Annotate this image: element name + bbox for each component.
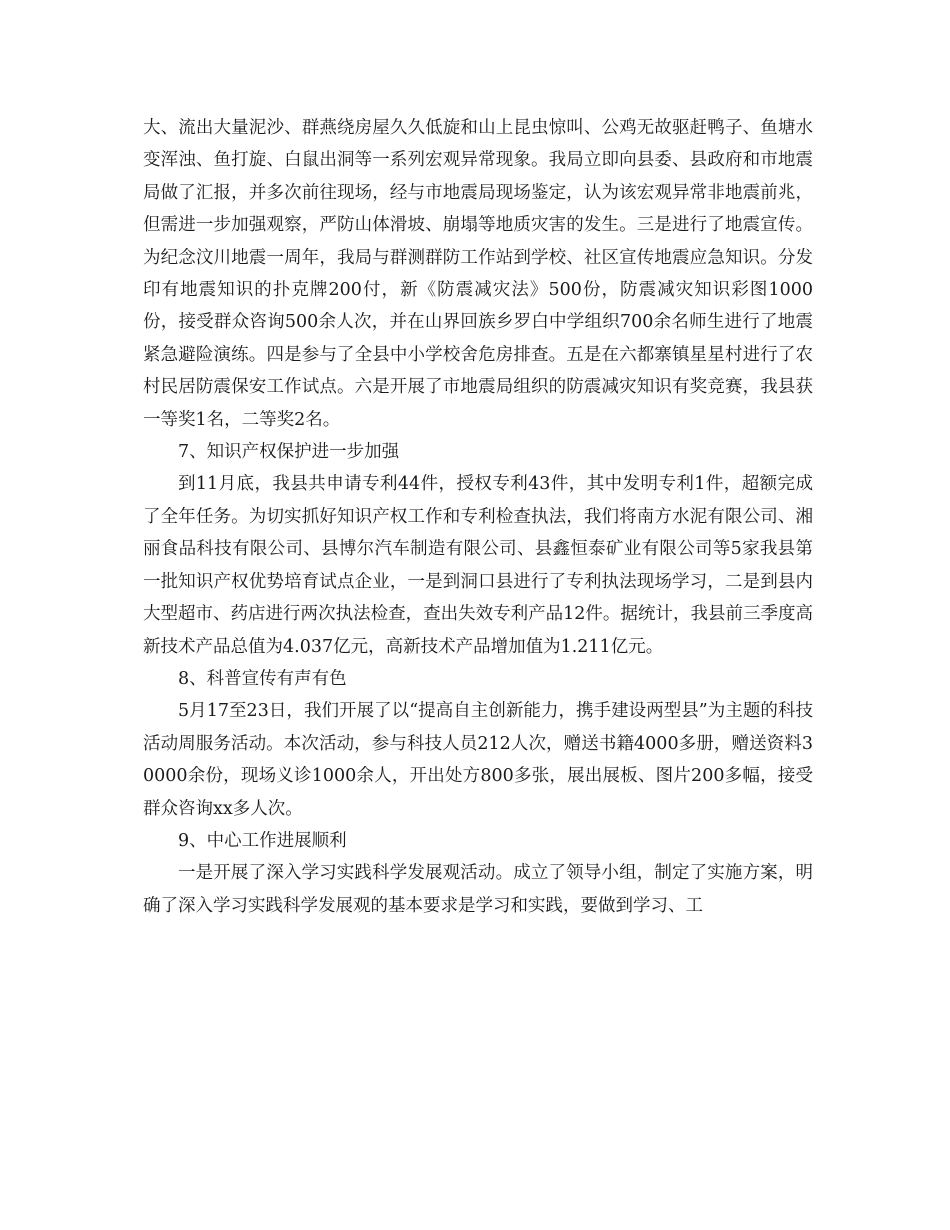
section-heading-central-work: 9、中心工作进展顺利 (178, 830, 347, 851)
section-heading-ip-protection: 7、知识产权保护进一步加强 (178, 442, 400, 463)
paragraph-science-promotion: 5月17至23日，我们开展了以“提高自主创新能力，携手建设两型县”为主题的科技活动周服务活动。本次活动，参与科技人员212人次，赠送书籍4000多册，赠送资料30000余份，现场义诊1000余人，开出处方800多张，展出展板、图片200多幅，接受群众咨询xx多人次。 (143, 701, 813, 819)
paragraph-central-work: 一是开展了深入学习实践科学发展观活动。成立了领导小组，制定了实施方案，明确了深入学习实践科学发展观的基本要求是学习和实践，要做到学习、工 (143, 863, 813, 916)
document-body (143, 112, 813, 922)
section-heading-science-promotion: 8、科普宣传有声有色 (178, 668, 347, 689)
paragraph-earthquake-work: 大、流出大量泥沙、群燕绕房屋久久低旋和山上昆虫惊叫、公鸡无故驱赶鸭子、鱼塘水变浑浊、鱼打旋、白鼠出洞等一系列宏观异常现象。我局立即向县委、县政府和市地震局做了汇报，并多次前往现场，经与市地震局现场鉴定，认为该宏观异常非地震前兆，但需进一步加强观察，严防山体滑坡、崩塌等地质灾害的发生。三是进行了地震宣传。为纪念汶川地震一周年，我局与群测群防工作站到学校、社区宣传地震应急知识。分发印有地震知识的扑克牌200付，新《防震减灾法》500份，防震减灾知识彩图1000份，接受群众咨询500余人次，并在山界回族乡罗白中学组织700余名师生进行了地震紧急避险演练。四是参与了全县中小学校舍危房排查。五是在六都寨镇星星村进行了农村民居防震保安工作试点。六是开展了市地震局组织的防震减灾知识有奖竞赛，我县获一等奖1名，二等奖2名。 (143, 118, 813, 430)
paragraph-ip-protection: 到11月底，我县共申请专利44件，授权专利43件，其中发明专利1件，超额完成了全年任务。为切实抓好知识产权工作和专利检查执法，我们将南方水泥有限公司、湘丽食品科技有限公司、县博尔汽车制造有限公司、县鑫恒泰矿业有限公司等5家我县第一批知识产权优势培育试点企业，一是到洞口县进行了专利执法现场学习，二是到县内大型超市、药店进行两次执法检查，查出失效专利产品12件。据统计，我县前三季度高新技术产品总值为4.037亿元，高新技术产品增加值为1.211亿元。 (143, 474, 813, 657)
